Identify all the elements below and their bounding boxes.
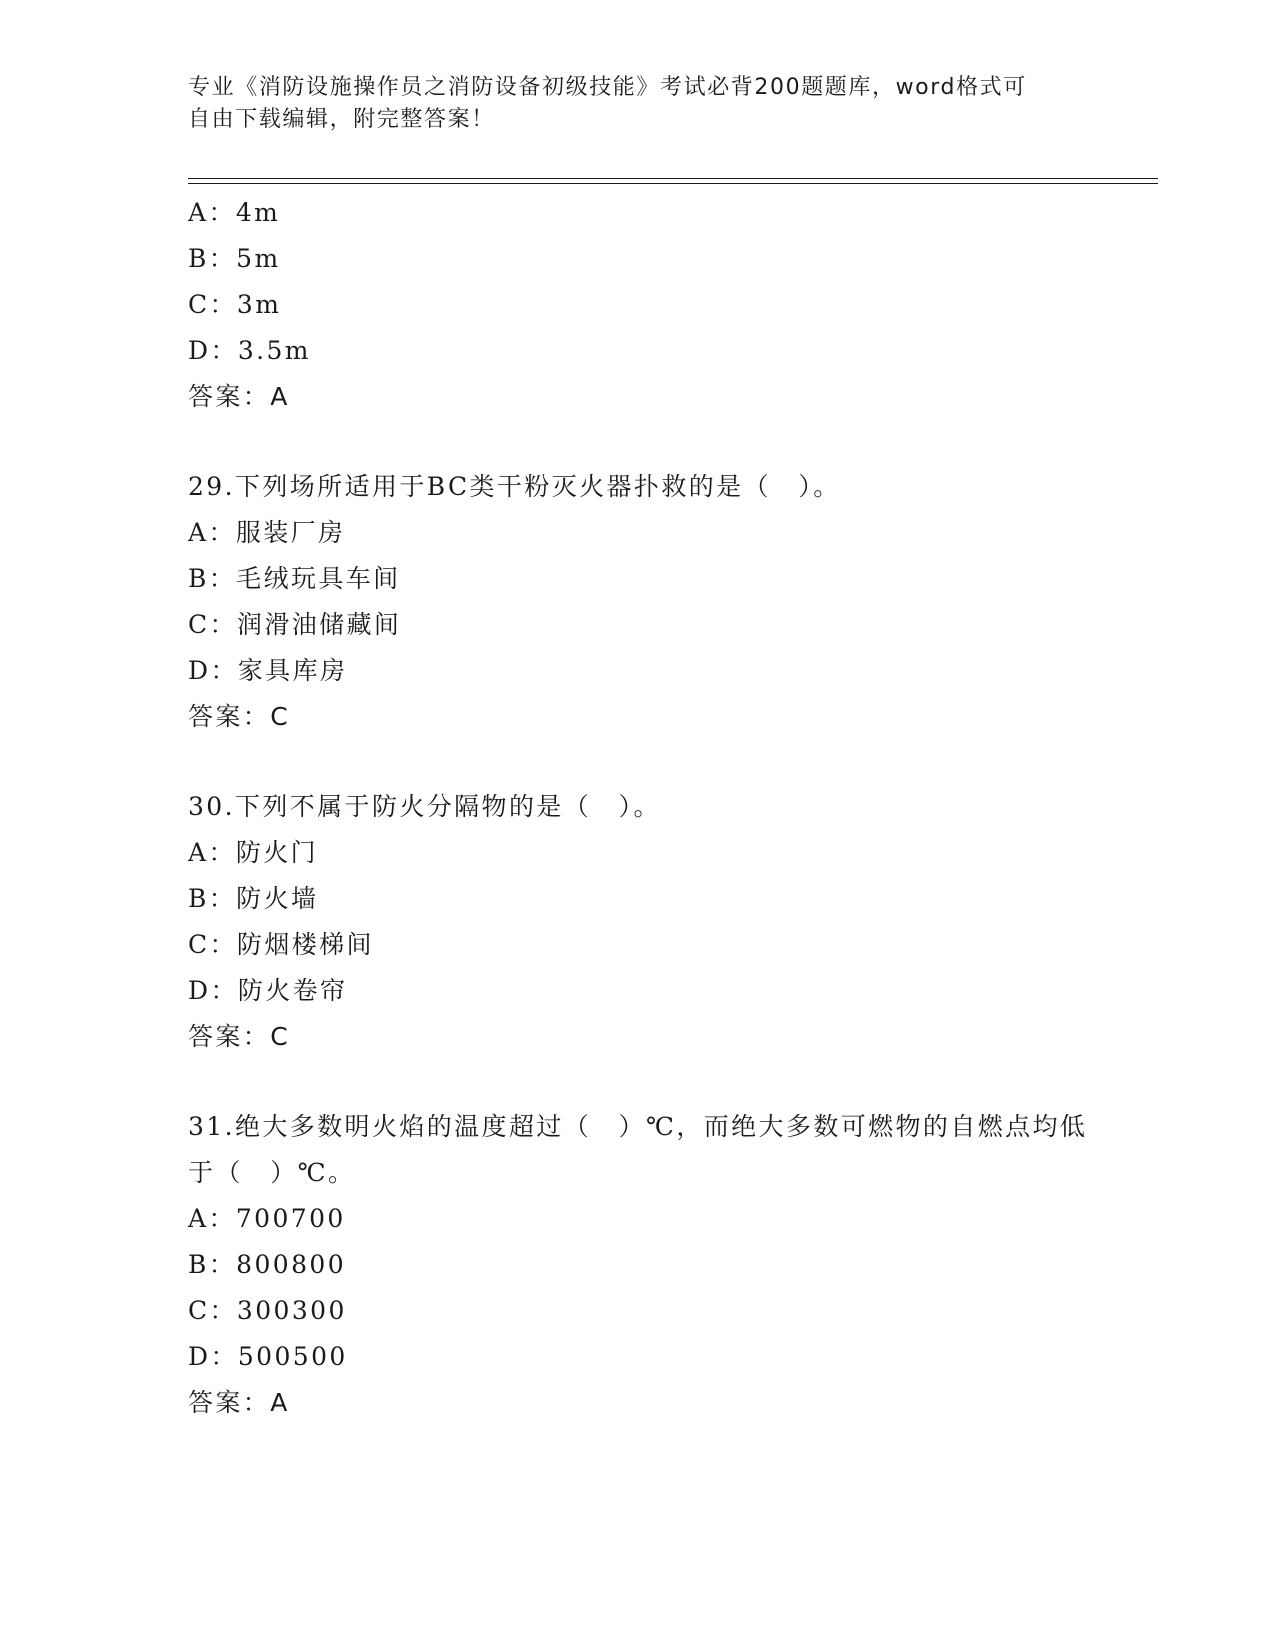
option-d: D：防火卷帘 bbox=[188, 976, 348, 1005]
answer-line: 答案：A bbox=[188, 382, 290, 411]
header-rule-top bbox=[188, 178, 1158, 179]
option-b: B：毛绒玩具车间 bbox=[188, 564, 401, 593]
option-b: B：防火墙 bbox=[188, 884, 319, 913]
option-c: C：防烟楼梯间 bbox=[188, 930, 374, 959]
option-c: C：300300 bbox=[188, 1296, 347, 1325]
option-a: A：700700 bbox=[188, 1204, 346, 1233]
question-text: 31.绝大多数明火焰的温度超过（ ）℃，而绝大多数可燃物的自燃点均低于（ ）℃。 bbox=[188, 1112, 1088, 1187]
question-30 bbox=[188, 784, 1108, 1060]
option-c: C：3m bbox=[188, 290, 282, 319]
header-rule-bottom bbox=[188, 183, 1158, 184]
option-b: B：5m bbox=[188, 244, 281, 273]
header-title-line-2: 自由下载编辑，附完整答案！ bbox=[188, 107, 495, 132]
option-a: A：防火门 bbox=[188, 838, 319, 867]
question-list bbox=[188, 190, 1108, 1426]
question-text: 30.下列不属于防火分隔物的是（ ）。 bbox=[188, 792, 661, 821]
question-31 bbox=[188, 1104, 1108, 1426]
answer-line: 答案：C bbox=[188, 1022, 291, 1051]
answer-line: 答案：A bbox=[188, 1388, 290, 1417]
option-d: D：500500 bbox=[188, 1342, 348, 1371]
option-d: D：3.5m bbox=[188, 336, 311, 365]
answer-line: 答案：C bbox=[188, 702, 291, 731]
header-title-line-1: 专业《消防设施操作员之消防设备初级技能》考试必背200题题库，word格式可 bbox=[188, 75, 1027, 100]
option-a: A：服装厂房 bbox=[188, 518, 346, 547]
question-text: 29.下列场所适用于BC类干粉灭火器扑救的是（ ）。 bbox=[188, 472, 841, 501]
previous-question-tail bbox=[188, 190, 1108, 420]
option-b: B：800800 bbox=[188, 1250, 347, 1279]
option-c: C：润滑油储藏间 bbox=[188, 610, 402, 639]
question-29 bbox=[188, 464, 1108, 740]
option-d: D：家具库房 bbox=[188, 656, 348, 685]
option-a: A：4m bbox=[188, 198, 281, 227]
document-header bbox=[188, 72, 1068, 136]
